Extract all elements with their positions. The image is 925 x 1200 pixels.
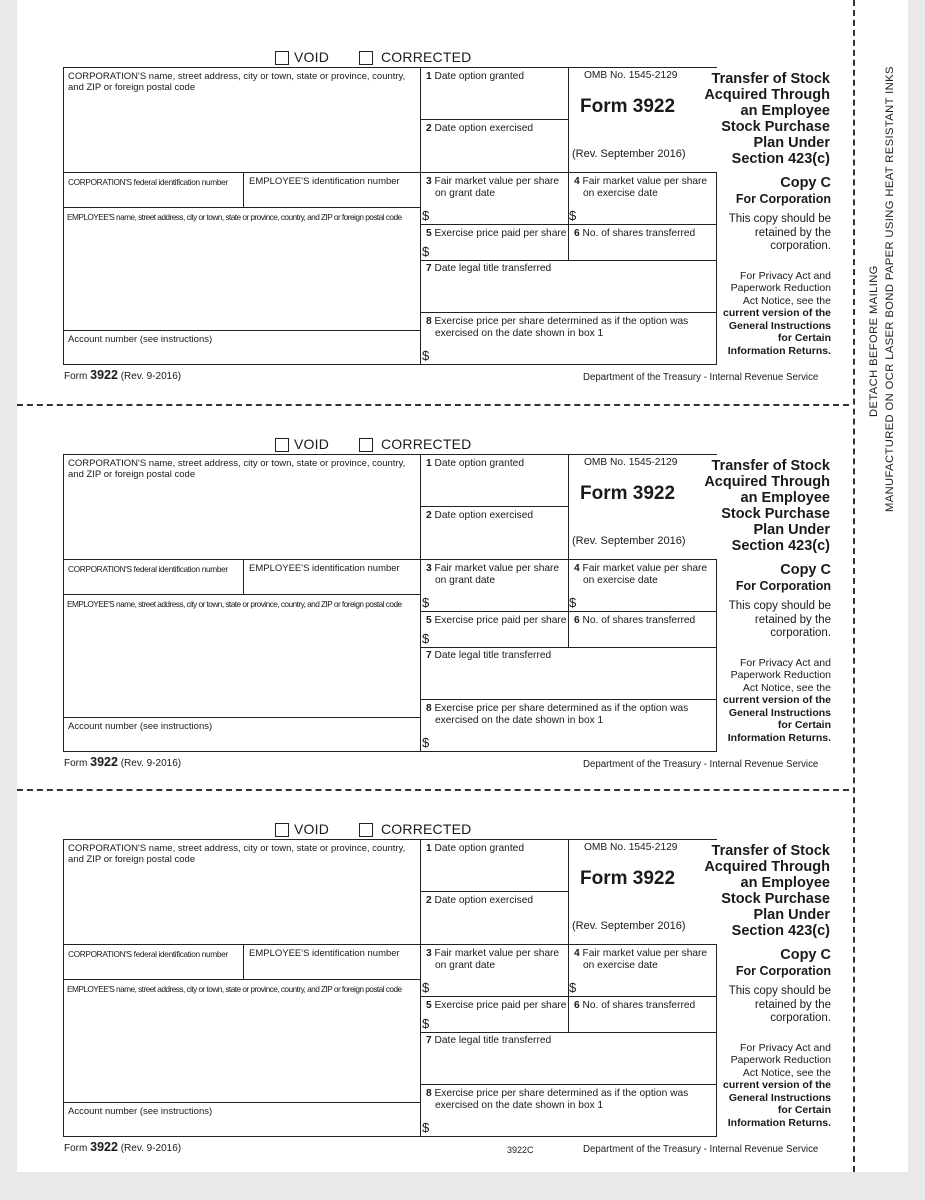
privacy-note-bold-line: Information Returns. <box>727 731 831 744</box>
box4-label: 4 Fair market value per share on exercise date <box>574 948 708 971</box>
box5-label: 5 Exercise price paid per share <box>426 1000 567 1011</box>
privacy-note-bold-line: for Certain <box>777 1104 831 1116</box>
privacy-note-bold-line: Information Returns. <box>727 1116 831 1129</box>
retain-note-line: corporation. <box>770 1012 831 1024</box>
privacy-note-line: For Privacy Act and <box>739 1041 831 1054</box>
void-checkbox[interactable] <box>275 51 289 65</box>
retain-note-line: corporation. <box>770 240 831 252</box>
form-title-line: Plan Under <box>753 522 830 538</box>
box3-dollar: $ <box>422 980 430 995</box>
privacy-note-bold-line: current version of the <box>723 307 831 319</box>
footer-department: Department of the Treasury - Internal Revenue Service <box>583 372 819 383</box>
corp-fid-label: CORPORATION'S federal identification number <box>68 564 228 574</box>
void-checkbox[interactable] <box>275 438 289 452</box>
privacy-note-line: Paperwork Reduction <box>730 1054 831 1066</box>
revision-date: (Rev. September 2016) <box>572 535 686 547</box>
box1-label: 1 Date option granted <box>426 71 525 82</box>
box3-label: 3 Fair market value per share on grant date <box>426 176 560 199</box>
privacy-note-line: Paperwork Reduction <box>730 669 831 681</box>
omb-number: OMB No. 1545-2129 <box>584 457 678 468</box>
employee-id-label: EMPLOYEE'S identification number <box>249 948 400 959</box>
form-3922-copy <box>0 0 925 385</box>
omb-number: OMB No. 1545-2129 <box>584 70 678 81</box>
employee-id-label: EMPLOYEE'S identification number <box>249 176 400 187</box>
box4-label: 4 Fair market value per share on exercise date <box>574 176 708 199</box>
box3-dollar: $ <box>422 595 430 610</box>
form-title-line: Section 423(c) <box>731 538 830 554</box>
corp-name-label: CORPORATION'S name, street address, city or town, state or province, country, and ZIP or foreign postal code <box>68 843 406 865</box>
form-title-line: an Employee <box>740 490 830 506</box>
tear-line <box>17 789 849 791</box>
box6-label: 6 No. of shares transferred <box>574 228 696 239</box>
form-title-line: Plan Under <box>753 907 830 923</box>
privacy-note-line: Act Notice, see the <box>742 294 831 307</box>
retain-note-line: corporation. <box>770 627 831 639</box>
form-title-line: Section 423(c) <box>731 151 830 167</box>
privacy-note-line: Act Notice, see the <box>742 681 831 694</box>
revision-date: (Rev. September 2016) <box>572 148 686 160</box>
box2-label: 2 Date option exercised <box>426 123 534 134</box>
copy-heading: Copy C <box>780 947 831 963</box>
privacy-note-bold-line: current version of the <box>723 694 831 706</box>
omb-number: OMB No. 1545-2129 <box>584 842 678 853</box>
corrected-checkbox[interactable] <box>359 51 373 65</box>
form-3922-copy <box>0 387 925 772</box>
form-title-line: Stock Purchase <box>721 506 830 522</box>
form-title-line: Acquired Through <box>704 87 830 103</box>
form-title-line: Stock Purchase <box>721 119 830 135</box>
form-title-line: Transfer of Stock <box>711 71 830 87</box>
box7-label: 7 Date legal title transferred <box>426 263 552 274</box>
box8-dollar: $ <box>422 735 430 750</box>
retain-note-line: This copy should be <box>728 213 831 225</box>
copy-subheading: For Corporation <box>735 579 831 593</box>
box6-label: 6 No. of shares transferred <box>574 1000 696 1011</box>
account-number-label: Account number (see instructions) <box>68 334 213 345</box>
copy-c-panel <box>718 562 831 744</box>
box8-label: 8 Exercise price per share determined as if the option was exercised on the date shown in box 1 <box>426 316 689 339</box>
box4-label: 4 Fair market value per share on exercise date <box>574 563 708 586</box>
privacy-note-bold-line: General Instructions <box>728 1091 831 1104</box>
box8-label: 8 Exercise price per share determined as if the option was exercised on the date shown in box 1 <box>426 703 689 726</box>
footer-form-id: Form 3922 (Rev. 9-2016) <box>64 755 182 769</box>
form-title-line: Acquired Through <box>704 474 830 490</box>
retain-note-line: This copy should be <box>728 600 831 612</box>
form-title-line: an Employee <box>740 875 830 891</box>
form-title-line: an Employee <box>740 103 830 119</box>
copy-c-panel <box>718 175 831 357</box>
revision-date: (Rev. September 2016) <box>572 920 686 932</box>
box5-label: 5 Exercise price paid per share <box>426 228 567 239</box>
detach-line <box>853 0 855 1172</box>
corp-name-label: CORPORATION'S name, street address, city or town, state or province, country, and ZIP or foreign postal code <box>68 71 406 93</box>
form-title-line: Transfer of Stock <box>711 843 830 859</box>
retain-note-line: retained by the <box>754 998 831 1011</box>
form-3922-copy <box>0 772 925 1157</box>
privacy-note-bold-line: for Certain <box>777 719 831 731</box>
footer-department: Department of the Treasury - Internal Revenue Service <box>583 759 819 770</box>
employee-name-label: EMPLOYEE'S name, street address, city or town, state or province, country, and ZIP or foreign postal code <box>67 984 402 994</box>
retain-note-line: This copy should be <box>728 985 831 997</box>
box5-dollar: $ <box>422 244 430 259</box>
corrected-checkbox[interactable] <box>359 438 373 452</box>
form-name: Form 3922 <box>580 483 676 504</box>
corp-name-label: CORPORATION'S name, street address, city or town, state or province, country, and ZIP or foreign postal code <box>68 458 406 480</box>
form-title <box>704 843 830 939</box>
privacy-note-line: For Privacy Act and <box>739 269 831 282</box>
box4-dollar: $ <box>569 980 577 995</box>
box3-label: 3 Fair market value per share on grant date <box>426 563 560 586</box>
margin-text: DETACH BEFORE MAILING MANUFACTURED ON OCR LASER BOND PAPER USING HEAT RESISTANT INKS <box>868 66 896 512</box>
box4-dollar: $ <box>569 208 577 223</box>
privacy-note-bold-line: for Certain <box>777 332 831 344</box>
retain-note-line: retained by the <box>754 226 831 239</box>
box7-label: 7 Date legal title transferred <box>426 1035 552 1046</box>
privacy-note-line: Paperwork Reduction <box>730 282 831 294</box>
account-number-label: Account number (see instructions) <box>68 1106 213 1117</box>
retain-note-line: retained by the <box>754 613 831 626</box>
form-title-line: Plan Under <box>753 135 830 151</box>
box2-label: 2 Date option exercised <box>426 895 534 906</box>
footer-form-id: Form 3922 (Rev. 9-2016) <box>64 1140 182 1154</box>
copy-subheading: For Corporation <box>735 964 831 978</box>
employee-name-label: EMPLOYEE'S name, street address, city or town, state or province, country, and ZIP or foreign postal code <box>67 599 402 609</box>
copy-c-panel <box>718 947 831 1129</box>
privacy-note-bold-line: General Instructions <box>728 706 831 719</box>
tear-line <box>17 404 849 406</box>
box3-dollar: $ <box>422 208 430 223</box>
box7-label: 7 Date legal title transferred <box>426 650 552 661</box>
box5-dollar: $ <box>422 1016 430 1031</box>
copy-heading: Copy C <box>780 562 831 578</box>
form-title-line: Section 423(c) <box>731 923 830 939</box>
employee-id-label: EMPLOYEE'S identification number <box>249 563 400 574</box>
privacy-note-bold-line: General Instructions <box>728 319 831 332</box>
corp-fid-label: CORPORATION'S federal identification number <box>68 949 228 959</box>
corp-fid-label: CORPORATION'S federal identification number <box>68 177 228 187</box>
corrected-label: CORRECTED <box>381 49 472 65</box>
form-code: 3922C <box>507 1145 534 1155</box>
footer-form-id: Form 3922 (Rev. 9-2016) <box>64 368 182 382</box>
box5-label: 5 Exercise price paid per share <box>426 615 567 626</box>
box1-label: 1 Date option granted <box>426 843 525 854</box>
corrected-label: CORRECTED <box>381 436 472 452</box>
corrected-label: CORRECTED <box>381 821 472 837</box>
privacy-note-line: For Privacy Act and <box>739 656 831 669</box>
void-checkbox[interactable] <box>275 823 289 837</box>
box8-dollar: $ <box>422 348 430 363</box>
corrected-checkbox[interactable] <box>359 823 373 837</box>
privacy-note-bold-line: Information Returns. <box>727 344 831 357</box>
form-name: Form 3922 <box>580 96 676 117</box>
box6-label: 6 No. of shares transferred <box>574 615 696 626</box>
privacy-note-line: Act Notice, see the <box>742 1066 831 1079</box>
void-label: VOID <box>294 821 330 837</box>
box8-label: 8 Exercise price per share determined as if the option was exercised on the date shown in box 1 <box>426 1088 689 1111</box>
copy-subheading: For Corporation <box>735 192 831 206</box>
form-title-line: Transfer of Stock <box>711 458 830 474</box>
box4-dollar: $ <box>569 595 577 610</box>
void-label: VOID <box>294 49 330 65</box>
account-number-label: Account number (see instructions) <box>68 721 213 732</box>
form-title <box>704 458 830 554</box>
box2-label: 2 Date option exercised <box>426 510 534 521</box>
form-title-line: Stock Purchase <box>721 891 830 907</box>
form-name: Form 3922 <box>580 868 676 889</box>
employee-name-label: EMPLOYEE'S name, street address, city or town, state or province, country, and ZIP or foreign postal code <box>67 212 402 222</box>
box3-label: 3 Fair market value per share on grant date <box>426 948 560 971</box>
box5-dollar: $ <box>422 631 430 646</box>
box1-label: 1 Date option granted <box>426 458 525 469</box>
copy-heading: Copy C <box>780 175 831 191</box>
box8-dollar: $ <box>422 1120 430 1135</box>
form-title-line: Acquired Through <box>704 859 830 875</box>
void-label: VOID <box>294 436 330 452</box>
footer-department: Department of the Treasury - Internal Revenue Service <box>583 1144 819 1155</box>
form-title <box>704 71 830 167</box>
privacy-note-bold-line: current version of the <box>723 1079 831 1091</box>
